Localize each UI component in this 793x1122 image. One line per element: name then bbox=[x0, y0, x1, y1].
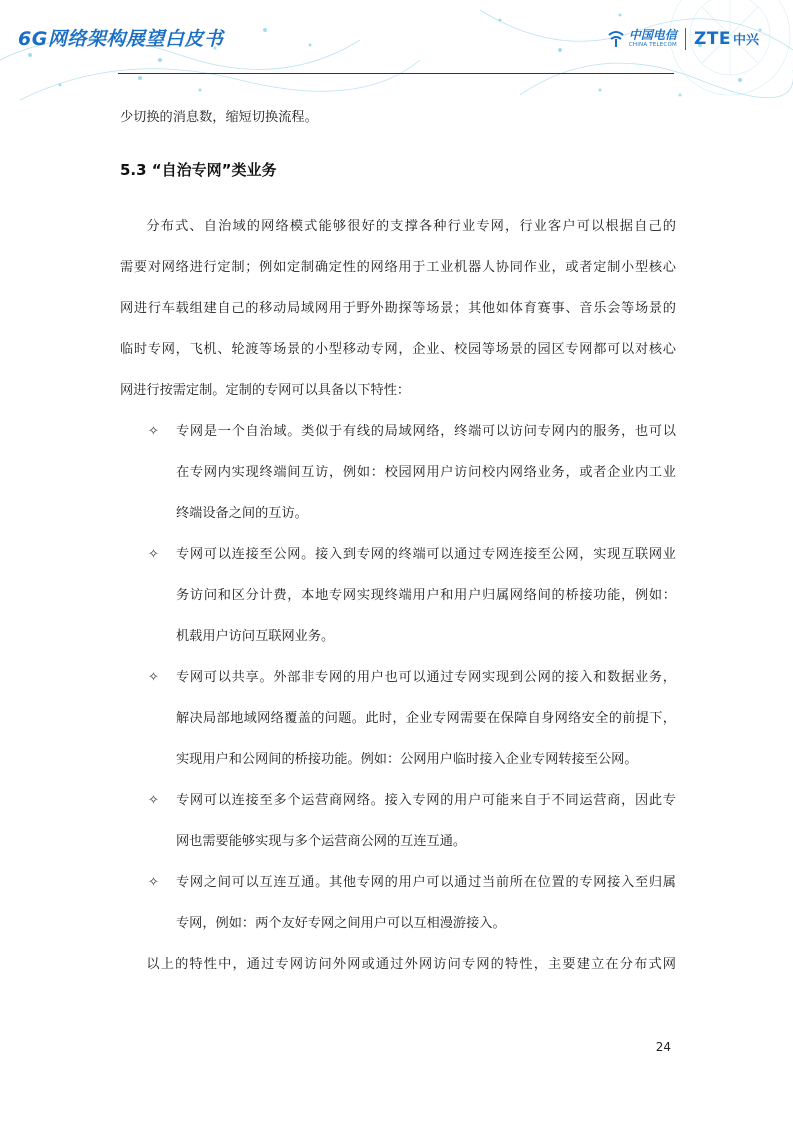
zte-logo bbox=[694, 29, 759, 49]
bullet-line: 解决局部地域网络覆盖的问题。此时，企业专网需要在保障自身网络安全的前提下， bbox=[176, 711, 676, 726]
china-telecom-emblem-icon bbox=[607, 30, 625, 48]
bullet-item bbox=[120, 534, 676, 657]
zte-en: ZTE bbox=[693, 29, 731, 49]
bullet-item bbox=[120, 657, 676, 780]
china-telecom-en: CHINA TELECOM bbox=[628, 42, 677, 49]
closing-paragraph-line: 以上的特性中，通过专网访问外网或通过外网访问专网的特性，主要建立在分布式网 bbox=[146, 957, 676, 972]
paragraph-line: 网进行按需定制。定制的专网可以具备以下特性： bbox=[120, 383, 411, 398]
china-telecom-logo bbox=[607, 29, 677, 49]
page-number: 24 bbox=[655, 1040, 671, 1054]
bullet-item bbox=[120, 780, 676, 862]
diamond-bullet-icon: ✧ bbox=[148, 670, 159, 685]
partner-logos bbox=[607, 22, 759, 56]
diamond-bullet-icon: ✧ bbox=[148, 793, 159, 808]
bullet-line: 网也需要能够实现与多个运营商公网的互连互通。 bbox=[176, 834, 467, 849]
paragraph-1 bbox=[120, 206, 676, 411]
diamond-bullet-icon: ✧ bbox=[148, 875, 159, 890]
section-heading: 5.3 “自治专网”类业务 bbox=[120, 161, 277, 179]
bullet-line bbox=[120, 411, 676, 452]
bullet-line: 专网，例如：两个友好专网之间用户可以互相漫游接入。 bbox=[176, 916, 506, 931]
diamond-bullet-icon: ✧ bbox=[148, 547, 159, 562]
diamond-bullet-icon: ✧ bbox=[148, 424, 159, 439]
bullet-line: 在专网内实现终端间互访，例如：校园网用户访问校内网络业务，或者企业内工业 bbox=[176, 465, 676, 480]
bullet-line: 务访问和区分计费，本地专网实现终端用户和用户归属网络间的桥接功能，例如： bbox=[176, 588, 676, 603]
bullet-text: 专网之间可以互连互通。其他专网的用户可以通过当前所在位置的专网接入至归属 bbox=[176, 875, 676, 890]
document-body bbox=[120, 97, 676, 985]
bullet-line bbox=[120, 657, 676, 698]
bullet-item bbox=[120, 862, 676, 944]
zte-cn: 中兴 bbox=[732, 33, 759, 48]
bullet-line: 终端设备之间的互访。 bbox=[176, 506, 308, 521]
document-title: 6G网络架构展望白皮书 bbox=[18, 28, 224, 50]
bullet-text: 专网可以连接至多个运营商网络。接入专网的用户可能来自于不同运营商，因此专 bbox=[176, 793, 676, 808]
bullet-line bbox=[120, 534, 676, 575]
intro-line: 少切换的消息数，缩短切换流程。 bbox=[120, 110, 318, 125]
paragraph-line: 网进行车载组建自己的移动局域网用于野外勘探等场景；其他如体育赛事、音乐会等场景的 bbox=[120, 301, 676, 316]
bullet-line bbox=[120, 780, 676, 821]
bullet-line bbox=[120, 862, 676, 903]
bullet-text: 专网可以共享。外部非专网的用户也可以通过专网实现到公网的接入和数据业务， bbox=[176, 670, 676, 685]
china-telecom-cn: 中国电信 bbox=[628, 28, 677, 43]
paragraph-line: 分布式、自治域的网络模式能够很好的支撑各种行业专网，行业客户可以根据自己的 bbox=[146, 219, 676, 234]
paragraph-line: 需要对网络进行定制；例如定制确定性的网络用于工业机器人协同作业，或者定制小型核心 bbox=[120, 260, 676, 275]
paragraph-line: 临时专网，飞机、轮渡等场景的小型移动专网，企业、校园等场景的园区专网都可以对核心 bbox=[120, 342, 676, 357]
bullet-line: 实现用户和公网间的桥接功能。例如：公网用户临时接入企业专网转接至公网。 bbox=[176, 752, 638, 767]
bullet-line: 机载用户访问互联网业务。 bbox=[176, 629, 335, 644]
bullet-text: 专网可以连接至公网。接入到专网的终端可以通过专网连接至公网，实现互联网业 bbox=[176, 547, 676, 562]
header-rule bbox=[118, 73, 674, 74]
bullet-text: 专网是一个自治域。类似于有线的局域网络，终端可以访问专网内的服务，也可以 bbox=[176, 424, 676, 439]
bullet-item bbox=[120, 411, 676, 534]
logo-divider bbox=[685, 28, 686, 50]
